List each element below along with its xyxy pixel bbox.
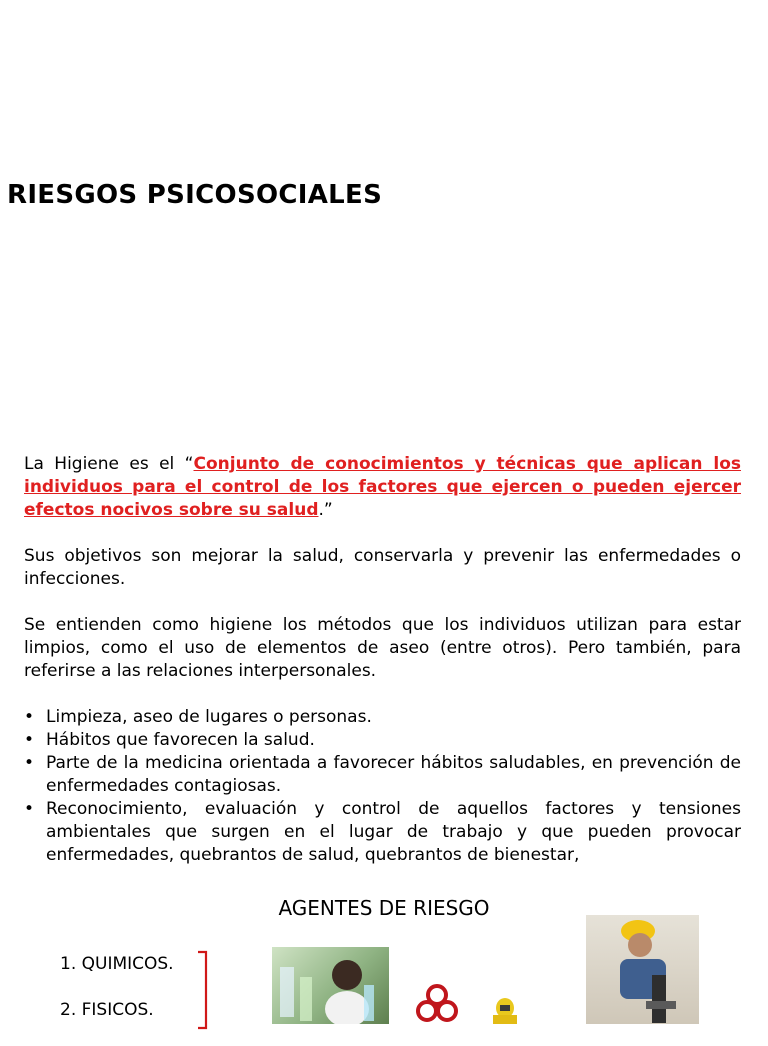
list-item: • Reconocimiento, evaluación y control de aquellos factores y tensiones ambientales que surgen en el lugar de trabajo y que pueden provocar enfermedades, quebrantos de salud, quebrantos de bienestar, <box>24 798 741 865</box>
agent-item: 1. QUIMICOS. <box>60 954 174 974</box>
agents-title: AGENTES DE RIESGO <box>278 896 490 920</box>
list-item: • Parte de la medicina orientada a favorecer hábitos saludables, en prevención de enfermedades contagiosas. <box>24 752 741 798</box>
intro-paragraph <box>24 453 741 522</box>
red-brace <box>196 950 212 1030</box>
agent-item: 2. FISICOS. <box>60 1000 154 1020</box>
chemistry-lab-image <box>272 947 389 1024</box>
body-text <box>24 453 741 865</box>
list-item: • Hábitos que favorecen la salud. <box>24 729 741 752</box>
intro-prefix: La Higiene es el “ <box>24 454 194 474</box>
objectives-paragraph: Sus objetivos son mejorar la salud, conservarla y prevenir las enfermedades o infecciones. <box>24 546 741 589</box>
text-clip <box>0 453 768 865</box>
page-title: RIESGOS PSICOSOCIALES <box>7 180 383 210</box>
methods-paragraph: Se entienden como higiene los métodos que los individuos utilizan para estar limpios, como el uso de elementos de aseo (entre otros). Pero también, para referirse a las relaciones interpersonales. <box>24 615 741 681</box>
hazmat-suit-image <box>489 997 521 1024</box>
intro-highlight: Conjunto de conocimientos y técnicas que aplican los individuos para el control de los factores que ejercen o pueden ejercer efectos nocivos sobre su salud <box>24 454 741 520</box>
biohazard-icon <box>415 982 459 1024</box>
intro-suffix: .” <box>318 500 333 520</box>
construction-worker-image <box>586 915 699 1024</box>
bullet-list <box>24 706 741 865</box>
agents-list <box>60 954 174 1046</box>
list-item: • Limpieza, aseo de lugares o personas. <box>24 706 741 729</box>
